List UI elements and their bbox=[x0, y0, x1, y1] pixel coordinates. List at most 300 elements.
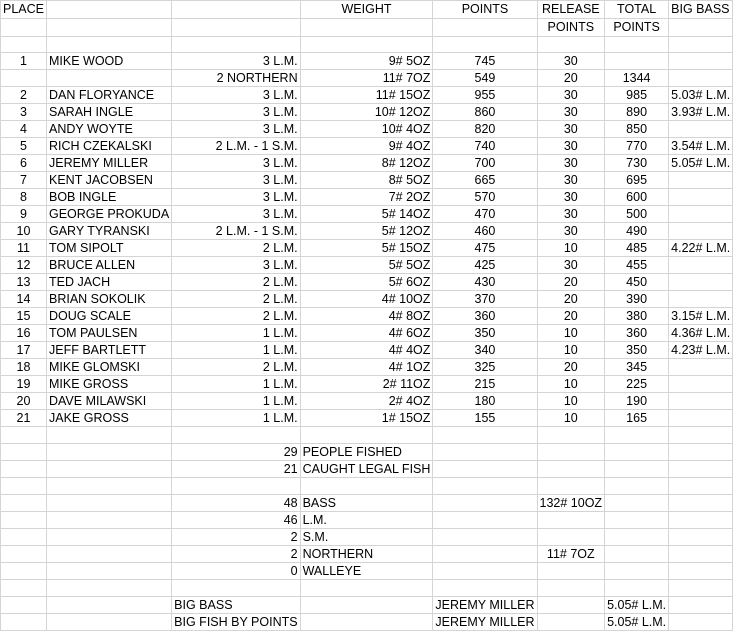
weight-cell[interactable]: 4# 1OZ bbox=[300, 359, 433, 376]
big-bass-cell[interactable]: 3.54# L.M. bbox=[669, 138, 733, 155]
cell[interactable] bbox=[669, 478, 733, 495]
place-cell[interactable]: 15 bbox=[1, 308, 47, 325]
angler-name-cell[interactable]: JEFF BARTLETT bbox=[47, 342, 172, 359]
cell[interactable] bbox=[47, 478, 172, 495]
total-points-cell[interactable]: 850 bbox=[605, 121, 669, 138]
cell[interactable] bbox=[605, 529, 669, 546]
release-points-cell[interactable]: 20 bbox=[537, 359, 605, 376]
points-cell[interactable]: 360 bbox=[433, 308, 537, 325]
cell[interactable] bbox=[605, 427, 669, 444]
total-points-cell[interactable]: 190 bbox=[605, 393, 669, 410]
big-bass-cell[interactable]: 4.23# L.M. bbox=[669, 342, 733, 359]
angler-name-cell[interactable]: SARAH INGLE bbox=[47, 104, 172, 121]
weight-cell[interactable]: 2# 4OZ bbox=[300, 393, 433, 410]
angler-name-cell[interactable]: DAVE MILAWSKI bbox=[47, 393, 172, 410]
place-cell[interactable]: 16 bbox=[1, 325, 47, 342]
northern-label[interactable]: NORTHERN bbox=[300, 546, 433, 563]
weight-cell[interactable]: 4# 10OZ bbox=[300, 291, 433, 308]
cell[interactable] bbox=[669, 512, 733, 529]
place-cell[interactable]: 8 bbox=[1, 189, 47, 206]
header-release[interactable]: RELEASE bbox=[537, 1, 605, 19]
total-points-cell[interactable]: 770 bbox=[605, 138, 669, 155]
angler-name-cell[interactable]: RICH CZEKALSKI bbox=[47, 138, 172, 155]
points-cell[interactable]: 370 bbox=[433, 291, 537, 308]
cell[interactable] bbox=[433, 37, 537, 53]
points-cell[interactable]: 740 bbox=[433, 138, 537, 155]
big-bass-cell[interactable] bbox=[669, 172, 733, 189]
northern-row bbox=[1, 546, 733, 563]
total-points-cell[interactable]: 730 bbox=[605, 155, 669, 172]
cell[interactable] bbox=[669, 427, 733, 444]
points-cell[interactable]: 350 bbox=[433, 325, 537, 342]
place-cell[interactable]: 4 bbox=[1, 121, 47, 138]
cell[interactable] bbox=[1, 427, 47, 444]
total-points-cell[interactable]: 345 bbox=[605, 359, 669, 376]
cell[interactable] bbox=[47, 614, 172, 631]
angler-name-cell[interactable]: GARY TYRANSKI bbox=[47, 223, 172, 240]
big-fish-award-label[interactable]: BIG FISH BY POINTS bbox=[172, 614, 300, 631]
fish-count-cell[interactable]: 3 L.M. bbox=[172, 189, 300, 206]
angler-name-cell[interactable]: ANDY WOYTE bbox=[47, 121, 172, 138]
cell[interactable] bbox=[537, 461, 605, 478]
cell[interactable] bbox=[605, 37, 669, 53]
fish-count-cell[interactable]: 2 L.M. bbox=[172, 274, 300, 291]
largemouth-label[interactable]: L.M. bbox=[300, 512, 433, 529]
place-cell[interactable]: 10 bbox=[1, 223, 47, 240]
big-bass-cell[interactable]: 5.03# L.M. bbox=[669, 87, 733, 104]
cell[interactable] bbox=[433, 19, 537, 37]
cell[interactable] bbox=[1, 597, 47, 614]
total-points-cell[interactable] bbox=[605, 53, 669, 70]
release-points-cell[interactable]: 30 bbox=[537, 104, 605, 121]
points-cell[interactable]: 700 bbox=[433, 155, 537, 172]
points-cell[interactable]: 745 bbox=[433, 53, 537, 70]
fish-count-cell[interactable]: 2 L.M. - 1 S.M. bbox=[172, 223, 300, 240]
big-bass-cell[interactable] bbox=[669, 121, 733, 138]
total-points-cell[interactable]: 985 bbox=[605, 87, 669, 104]
cell[interactable] bbox=[537, 444, 605, 461]
total-points-cell[interactable]: 350 bbox=[605, 342, 669, 359]
big-bass-cell[interactable]: 5.05# L.M. bbox=[669, 155, 733, 172]
fish-count-cell[interactable]: 3 L.M. bbox=[172, 172, 300, 189]
cell[interactable] bbox=[172, 427, 300, 444]
walleye-row bbox=[1, 563, 733, 580]
big-fish-award-size[interactable]: 5.05# L.M. bbox=[605, 614, 669, 631]
place-cell[interactable]: 2 bbox=[1, 87, 47, 104]
cell[interactable] bbox=[300, 597, 433, 614]
cell[interactable] bbox=[669, 19, 733, 37]
fish-count-cell[interactable]: 2 L.M. bbox=[172, 308, 300, 325]
total-points-cell[interactable]: 695 bbox=[605, 172, 669, 189]
release-points-cell[interactable]: 20 bbox=[537, 291, 605, 308]
cell[interactable] bbox=[172, 478, 300, 495]
cell[interactable] bbox=[605, 580, 669, 597]
angler-name-cell[interactable]: TOM PAULSEN bbox=[47, 325, 172, 342]
points-cell[interactable]: 325 bbox=[433, 359, 537, 376]
cell[interactable] bbox=[537, 563, 605, 580]
cell[interactable] bbox=[433, 546, 537, 563]
weight-cell[interactable]: 11# 7OZ bbox=[300, 70, 433, 87]
release-points-cell[interactable]: 20 bbox=[537, 70, 605, 87]
fish-count-cell[interactable]: 2 L.M. bbox=[172, 291, 300, 308]
weight-cell[interactable]: 9# 4OZ bbox=[300, 138, 433, 155]
big-bass-cell[interactable] bbox=[669, 274, 733, 291]
cell[interactable] bbox=[172, 580, 300, 597]
header-release-points[interactable]: POINTS bbox=[537, 19, 605, 37]
angler-name-cell[interactable]: DOUG SCALE bbox=[47, 308, 172, 325]
big-bass-cell[interactable] bbox=[669, 53, 733, 70]
big-bass-cell[interactable] bbox=[669, 70, 733, 87]
release-points-cell[interactable]: 30 bbox=[537, 155, 605, 172]
caught-legal-label[interactable]: CAUGHT LEGAL FISH bbox=[300, 461, 433, 478]
header-points[interactable]: POINTS bbox=[433, 1, 537, 19]
header-total-points[interactable]: POINTS bbox=[605, 19, 669, 37]
fish-count-cell[interactable]: 2 L.M. - 1 S.M. bbox=[172, 138, 300, 155]
points-cell[interactable]: 665 bbox=[433, 172, 537, 189]
cell[interactable] bbox=[605, 495, 669, 512]
cell[interactable] bbox=[300, 19, 433, 37]
cell[interactable] bbox=[537, 37, 605, 53]
cell[interactable] bbox=[605, 512, 669, 529]
cell[interactable] bbox=[537, 529, 605, 546]
cell[interactable] bbox=[669, 461, 733, 478]
angler-name-cell[interactable]: DAN FLORYANCE bbox=[47, 87, 172, 104]
release-points-cell[interactable]: 10 bbox=[537, 393, 605, 410]
release-points-cell[interactable]: 30 bbox=[537, 87, 605, 104]
total-points-cell[interactable]: 500 bbox=[605, 206, 669, 223]
weight-cell[interactable]: 4# 6OZ bbox=[300, 325, 433, 342]
cell[interactable] bbox=[1, 461, 47, 478]
cell[interactable] bbox=[669, 529, 733, 546]
total-points-cell[interactable]: 380 bbox=[605, 308, 669, 325]
angler-name-cell[interactable] bbox=[47, 70, 172, 87]
weight-cell[interactable]: 10# 12OZ bbox=[300, 104, 433, 121]
release-points-cell[interactable]: 30 bbox=[537, 257, 605, 274]
angler-name-cell[interactable]: TOM SIPOLT bbox=[47, 240, 172, 257]
header-big-bass[interactable]: BIG BASS bbox=[669, 1, 733, 19]
cell[interactable] bbox=[47, 19, 172, 37]
cell[interactable] bbox=[537, 478, 605, 495]
place-cell[interactable]: 14 bbox=[1, 291, 47, 308]
cell[interactable] bbox=[669, 563, 733, 580]
weight-cell[interactable]: 5# 15OZ bbox=[300, 240, 433, 257]
fish-count-cell[interactable]: 2 NORTHERN bbox=[172, 70, 300, 87]
big-bass-cell[interactable] bbox=[669, 206, 733, 223]
weight-cell[interactable]: 2# 11OZ bbox=[300, 376, 433, 393]
cell[interactable] bbox=[300, 614, 433, 631]
place-cell[interactable]: 19 bbox=[1, 376, 47, 393]
cell[interactable] bbox=[1, 478, 47, 495]
cell[interactable] bbox=[300, 427, 433, 444]
cell[interactable] bbox=[669, 546, 733, 563]
cell[interactable] bbox=[47, 461, 172, 478]
total-points-cell[interactable]: 600 bbox=[605, 189, 669, 206]
weight-cell[interactable]: 10# 4OZ bbox=[300, 121, 433, 138]
cell[interactable] bbox=[433, 444, 537, 461]
cell[interactable] bbox=[47, 597, 172, 614]
place-cell[interactable]: 9 bbox=[1, 206, 47, 223]
cell[interactable] bbox=[1, 614, 47, 631]
angler-name-cell[interactable]: MIKE WOOD bbox=[47, 53, 172, 70]
cell[interactable] bbox=[1, 37, 47, 53]
cell[interactable] bbox=[669, 597, 733, 614]
total-points-cell[interactable]: 390 bbox=[605, 291, 669, 308]
release-points-cell[interactable]: 30 bbox=[537, 189, 605, 206]
big-bass-cell[interactable] bbox=[669, 291, 733, 308]
total-points-cell[interactable]: 225 bbox=[605, 376, 669, 393]
weight-cell[interactable]: 8# 5OZ bbox=[300, 172, 433, 189]
release-points-cell[interactable]: 10 bbox=[537, 376, 605, 393]
big-bass-cell[interactable] bbox=[669, 393, 733, 410]
fish-count-cell[interactable]: 1 L.M. bbox=[172, 393, 300, 410]
release-points-cell[interactable]: 30 bbox=[537, 223, 605, 240]
cell[interactable] bbox=[605, 546, 669, 563]
points-cell[interactable]: 570 bbox=[433, 189, 537, 206]
points-cell[interactable]: 549 bbox=[433, 70, 537, 87]
place-cell[interactable]: 12 bbox=[1, 257, 47, 274]
points-cell[interactable]: 180 bbox=[433, 393, 537, 410]
smallmouth-label[interactable]: S.M. bbox=[300, 529, 433, 546]
place-cell[interactable]: 6 bbox=[1, 155, 47, 172]
big-fish-award-winner[interactable]: JEREMY MILLER bbox=[433, 614, 537, 631]
weight-cell[interactable]: 11# 15OZ bbox=[300, 87, 433, 104]
cell[interactable] bbox=[1, 444, 47, 461]
big-bass-award-winner[interactable]: JEREMY MILLER bbox=[433, 597, 537, 614]
walleye-count[interactable]: 0 bbox=[172, 563, 300, 580]
header-name[interactable] bbox=[47, 1, 172, 19]
angler-name-cell[interactable]: BRUCE ALLEN bbox=[47, 257, 172, 274]
place-cell[interactable]: 1 bbox=[1, 53, 47, 70]
fish-count-cell[interactable]: 3 L.M. bbox=[172, 87, 300, 104]
total-points-cell[interactable]: 455 bbox=[605, 257, 669, 274]
release-points-cell[interactable]: 10 bbox=[537, 410, 605, 427]
cell[interactable] bbox=[1, 546, 47, 563]
points-cell[interactable]: 475 bbox=[433, 240, 537, 257]
header-place[interactable]: PLACE bbox=[1, 1, 47, 19]
points-cell[interactable]: 470 bbox=[433, 206, 537, 223]
people-fished-label[interactable]: PEOPLE FISHED bbox=[300, 444, 433, 461]
release-points-cell[interactable]: 10 bbox=[537, 325, 605, 342]
cell[interactable] bbox=[669, 495, 733, 512]
weight-cell[interactable]: 9# 5OZ bbox=[300, 53, 433, 70]
cell[interactable] bbox=[433, 495, 537, 512]
angler-name-cell[interactable]: JAKE GROSS bbox=[47, 410, 172, 427]
bass-label[interactable]: BASS bbox=[300, 495, 433, 512]
points-cell[interactable]: 460 bbox=[433, 223, 537, 240]
cell[interactable] bbox=[47, 563, 172, 580]
cell[interactable] bbox=[300, 37, 433, 53]
total-points-cell[interactable]: 890 bbox=[605, 104, 669, 121]
fish-count-cell[interactable]: 2 L.M. bbox=[172, 240, 300, 257]
cell[interactable] bbox=[433, 512, 537, 529]
cell[interactable] bbox=[537, 614, 605, 631]
place-cell[interactable]: 20 bbox=[1, 393, 47, 410]
fish-count-cell[interactable]: 3 L.M. bbox=[172, 121, 300, 138]
table-row bbox=[1, 87, 733, 104]
fish-count-cell[interactable]: 3 L.M. bbox=[172, 155, 300, 172]
fish-count-cell[interactable]: 1 L.M. bbox=[172, 376, 300, 393]
cell[interactable] bbox=[1, 529, 47, 546]
cell[interactable] bbox=[669, 37, 733, 53]
cell[interactable] bbox=[1, 580, 47, 597]
fish-count-cell[interactable]: 1 L.M. bbox=[172, 342, 300, 359]
cell[interactable] bbox=[433, 461, 537, 478]
cell[interactable] bbox=[605, 444, 669, 461]
points-cell[interactable]: 430 bbox=[433, 274, 537, 291]
total-points-cell[interactable]: 165 bbox=[605, 410, 669, 427]
big-bass-award-label[interactable]: BIG BASS bbox=[172, 597, 300, 614]
place-cell[interactable]: 3 bbox=[1, 104, 47, 121]
angler-name-cell[interactable]: BOB INGLE bbox=[47, 189, 172, 206]
total-points-cell[interactable]: 485 bbox=[605, 240, 669, 257]
cell[interactable] bbox=[47, 37, 172, 53]
northern-count[interactable]: 2 bbox=[172, 546, 300, 563]
cell[interactable] bbox=[433, 580, 537, 597]
weight-cell[interactable]: 7# 2OZ bbox=[300, 189, 433, 206]
points-cell[interactable]: 340 bbox=[433, 342, 537, 359]
cell[interactable] bbox=[537, 597, 605, 614]
cell[interactable] bbox=[172, 37, 300, 53]
fish-count-cell[interactable]: 3 L.M. bbox=[172, 257, 300, 274]
points-cell[interactable]: 860 bbox=[433, 104, 537, 121]
total-points-cell[interactable]: 360 bbox=[605, 325, 669, 342]
big-bass-cell[interactable] bbox=[669, 376, 733, 393]
big-bass-cell[interactable]: 3.15# L.M. bbox=[669, 308, 733, 325]
points-cell[interactable]: 155 bbox=[433, 410, 537, 427]
weight-cell[interactable]: 4# 4OZ bbox=[300, 342, 433, 359]
weight-cell[interactable]: 8# 12OZ bbox=[300, 155, 433, 172]
release-points-cell[interactable]: 30 bbox=[537, 121, 605, 138]
cell[interactable] bbox=[537, 512, 605, 529]
cell[interactable] bbox=[47, 444, 172, 461]
fish-count-cell[interactable]: 3 L.M. bbox=[172, 53, 300, 70]
big-bass-cell[interactable] bbox=[669, 189, 733, 206]
points-cell[interactable]: 215 bbox=[433, 376, 537, 393]
people-fished-count[interactable]: 29 bbox=[172, 444, 300, 461]
big-bass-cell[interactable] bbox=[669, 257, 733, 274]
angler-name-cell[interactable]: BRIAN SOKOLIK bbox=[47, 291, 172, 308]
fish-count-cell[interactable]: 3 L.M. bbox=[172, 206, 300, 223]
angler-name-cell[interactable]: GEORGE PROKUDA bbox=[47, 206, 172, 223]
cell[interactable] bbox=[300, 478, 433, 495]
release-points-cell[interactable]: 30 bbox=[537, 206, 605, 223]
cell[interactable] bbox=[433, 427, 537, 444]
weight-cell[interactable]: 1# 15OZ bbox=[300, 410, 433, 427]
cell[interactable] bbox=[1, 495, 47, 512]
caught-legal-count[interactable]: 21 bbox=[172, 461, 300, 478]
fish-count-cell[interactable]: 1 L.M. bbox=[172, 410, 300, 427]
release-points-cell[interactable]: 30 bbox=[537, 172, 605, 189]
fish-count-cell[interactable]: 3 L.M. bbox=[172, 104, 300, 121]
release-points-cell[interactable]: 20 bbox=[537, 308, 605, 325]
header-weight[interactable]: WEIGHT bbox=[300, 1, 433, 19]
big-bass-cell[interactable]: 4.36# L.M. bbox=[669, 325, 733, 342]
cell[interactable] bbox=[669, 444, 733, 461]
place-cell[interactable]: 13 bbox=[1, 274, 47, 291]
northern-weight[interactable]: 11# 7OZ bbox=[537, 546, 605, 563]
cell[interactable] bbox=[1, 563, 47, 580]
cell[interactable] bbox=[1, 19, 47, 37]
angler-name-cell[interactable]: TED JACH bbox=[47, 274, 172, 291]
release-points-cell[interactable]: 30 bbox=[537, 53, 605, 70]
release-points-cell[interactable]: 30 bbox=[537, 138, 605, 155]
release-points-cell[interactable]: 10 bbox=[537, 342, 605, 359]
cell[interactable] bbox=[1, 512, 47, 529]
place-cell[interactable]: 21 bbox=[1, 410, 47, 427]
weight-cell[interactable]: 5# 14OZ bbox=[300, 206, 433, 223]
place-cell[interactable]: 5 bbox=[1, 138, 47, 155]
cell[interactable] bbox=[669, 614, 733, 631]
big-bass-cell[interactable]: 3.93# L.M. bbox=[669, 104, 733, 121]
cell[interactable] bbox=[605, 563, 669, 580]
table-row bbox=[1, 274, 733, 291]
release-points-cell[interactable]: 10 bbox=[537, 240, 605, 257]
weight-cell[interactable]: 5# 6OZ bbox=[300, 274, 433, 291]
cell[interactable] bbox=[47, 427, 172, 444]
cell[interactable] bbox=[605, 478, 669, 495]
place-cell[interactable]: 7 bbox=[1, 172, 47, 189]
header-total[interactable]: TOTAL bbox=[605, 1, 669, 19]
place-cell[interactable]: 11 bbox=[1, 240, 47, 257]
weight-cell[interactable]: 4# 8OZ bbox=[300, 308, 433, 325]
release-points-cell[interactable]: 20 bbox=[537, 274, 605, 291]
cell[interactable] bbox=[433, 529, 537, 546]
big-bass-cell[interactable] bbox=[669, 223, 733, 240]
cell[interactable] bbox=[47, 495, 172, 512]
points-cell[interactable]: 955 bbox=[433, 87, 537, 104]
angler-name-cell[interactable]: KENT JACOBSEN bbox=[47, 172, 172, 189]
weight-cell[interactable]: 5# 5OZ bbox=[300, 257, 433, 274]
big-bass-cell[interactable] bbox=[669, 410, 733, 427]
big-bass-cell[interactable] bbox=[669, 359, 733, 376]
cell[interactable] bbox=[47, 529, 172, 546]
cell[interactable] bbox=[537, 580, 605, 597]
cell[interactable] bbox=[300, 580, 433, 597]
header-fish[interactable] bbox=[172, 1, 300, 19]
place-cell[interactable]: 17 bbox=[1, 342, 47, 359]
walleye-label[interactable]: WALLEYE bbox=[300, 563, 433, 580]
place-cell[interactable] bbox=[1, 70, 47, 87]
total-points-cell[interactable]: 490 bbox=[605, 223, 669, 240]
total-points-cell[interactable]: 1344 bbox=[605, 70, 669, 87]
big-bass-award-size[interactable]: 5.05# L.M. bbox=[605, 597, 669, 614]
cell[interactable] bbox=[47, 546, 172, 563]
angler-name-cell[interactable]: MIKE GROSS bbox=[47, 376, 172, 393]
place-cell[interactable]: 18 bbox=[1, 359, 47, 376]
bass-count[interactable]: 48 bbox=[172, 495, 300, 512]
cell[interactable] bbox=[47, 512, 172, 529]
points-cell[interactable]: 820 bbox=[433, 121, 537, 138]
bass-weight[interactable]: 132# 10OZ bbox=[537, 495, 605, 512]
cell[interactable] bbox=[433, 563, 537, 580]
cell[interactable] bbox=[433, 478, 537, 495]
largemouth-count[interactable]: 46 bbox=[172, 512, 300, 529]
cell[interactable] bbox=[669, 580, 733, 597]
angler-name-cell[interactable]: MIKE GLOMSKI bbox=[47, 359, 172, 376]
smallmouth-count[interactable]: 2 bbox=[172, 529, 300, 546]
fish-count-cell[interactable]: 2 L.M. bbox=[172, 359, 300, 376]
points-cell[interactable]: 425 bbox=[433, 257, 537, 274]
cell[interactable] bbox=[47, 580, 172, 597]
cell[interactable] bbox=[605, 461, 669, 478]
cell[interactable] bbox=[537, 427, 605, 444]
total-points-cell[interactable]: 450 bbox=[605, 274, 669, 291]
angler-name-cell[interactable]: JEREMY MILLER bbox=[47, 155, 172, 172]
big-bass-cell[interactable]: 4.22# L.M. bbox=[669, 240, 733, 257]
cell[interactable] bbox=[172, 19, 300, 37]
fish-count-cell[interactable]: 1 L.M. bbox=[172, 325, 300, 342]
weight-cell[interactable]: 5# 12OZ bbox=[300, 223, 433, 240]
